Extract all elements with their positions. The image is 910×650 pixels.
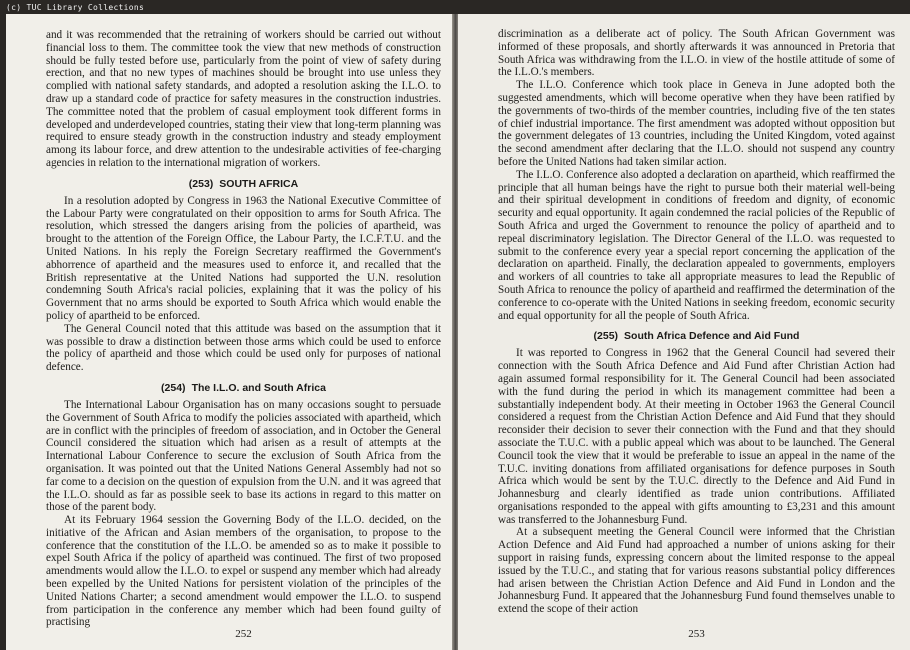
paragraph: The I.L.O. Conference which took place in Geneva in June adopted both the suggested amendments, which will become operative when they have been ratified by the governments of two-thirds of the member countries, including five of the ten states of chief industrial importance. The first amendment was adopted without opposition but the government delegates of 13 countries, including the United Kingdom, voted against the second amendment after declaring that the I.L.O. should not suspend any country before the United Nations had taken similar action. — [498, 79, 895, 168]
section-heading-253 — [46, 178, 441, 190]
paragraph: In a resolution adopted by Congress in 1963 the National Executive Committee of the Labour Party were congratulated on their opposition to arms for South Africa. The resolution, which stressed the dangers arising from the policies of apartheid, was brought to the attention of the Foreign Office, the Labour Party, the I.C.F.T.U. and the United Nations. In his reply the Foreign Secretary reaffirmed the Government's abhorrence of apartheid and the measures used to enforce it, and recalled that the British representative at the United Nations had supported the U.N. resolution condemning South Africa's racial policies, explaining that it was the policy of his Government that no arms should be exported to South Africa which would enable the policy of apartheid to be enforced. — [46, 194, 441, 322]
paragraph: At a subsequent meeting the General Council were informed that the Christian Action Defence and Aid Fund had approached a number of unions asking for their support in raising funds, expressing concern about the limited response to the appeal issued by the T.U.C., and stating that for various reasons substantial policy differences had arisen between the Christian Action Defence and Aid Fund in London and the Johannesburg Fund. It appeared that the Johannesburg Fund found themselves unable to extend the scope of their action — [498, 526, 895, 616]
page-number: 253 — [688, 628, 705, 640]
paragraph: The General Council noted that this attitude was based on the assumption that it was possible to draw a distinction between those arms which could be used to enforce the policy of apartheid and those which could be used only for purposes of national defence. — [46, 322, 441, 374]
watermark-text: (c) TUC Library Collections — [6, 3, 145, 12]
section-title: South Africa Defence and Aid Fund — [624, 330, 800, 343]
paragraph: discrimination as a deliberate act of policy. The South African Government was informed of these proposals, and shortly afterwards it was announced in Pretoria that South Africa was withdrawing from the I.L.O. in view of the hostile attitude of some of the I.L.O.'s members. — [498, 28, 895, 79]
section-number: (254) — [161, 381, 186, 394]
paragraph: The International Labour Organisation has on many occasions sought to persuade the Government of South Africa to modify the policies associated with apartheid, which are in conflict with the principles of freedom of association, and in October the General Council considered the situation which had arisen as a result of attempts at the International Labour Conference to secure the exclusion of South Africa from the organisation. It was pointed out that the United Nations General Assembly had not so far come to a decision on the question of expulsion from the U.N. and it was agreed that the I.L.O. should as far as possible seek to base its actions in regard to this matter on those of the parent body. — [46, 398, 441, 514]
paragraph: The I.L.O. Conference also adopted a declaration on apartheid, which reaffirmed the principle that all human beings have the right to pursue both their material well-being and their spiritual development in conditions of freedom and dignity, of economic security and equal opportunity. It again condemned the racial policies of the Republic of South Africa and urged the Government to renounce the policy of apartheid and to repeal discriminatory legislation. The Director General of the I.L.O. was requested to submit to the conference every year a special report concerning the application of the declaration on apartheid. Finally, the declaration appealed to governments, employers and workers of all countries to take all appropriate measures to lead the Republic of South Africa to renounce the policy of apartheid and reaffirmed the determination of the conference to co-operate with the United Nations in seeking freedom, economic security and equal opportunity for all the people of South Africa. — [498, 168, 895, 322]
section-title: The I.L.O. and South Africa — [191, 381, 326, 394]
left-page — [6, 14, 453, 650]
section-heading-255 — [498, 330, 895, 342]
section-title: SOUTH AFRICA — [219, 177, 299, 190]
page-number: 252 — [235, 628, 252, 640]
section-number: (255) — [593, 330, 619, 343]
paragraph: It was reported to Congress in 1962 that the General Council had severed their connection with the South Africa Defence and Aid Fund after Christian Action had again assumed formal responsibility for it. The General Council had been associated with the fund during the period in which its management committee had been a substantially independent body. At their meeting in October 1963 the General Council considered a request from the Christian Action Defence and Aid Fund that they should reconsider their decision to sever their connection with the Fund and that they should associate the T.U.C. with a public appeal which was about to be launched. The General Council took the view that it would be preferable to issue an appeal in the name of the T.U.C. inviting donations from affiliated organisations for defence purposes in South Africa which would be sent by the T.U.C. directly to the Defence and Aid Fund in Johannesburg and clearly identified as trade union contributions. Affiliated organisations responded to the appeal with gifts amounting to £3,231 and this amount was transferred to the Johannesburg Fund. — [498, 347, 895, 526]
section-heading-254 — [46, 382, 441, 394]
section-number: (253) — [188, 177, 214, 190]
paragraph: At its February 1964 session the Governing Body of the I.L.O. decided, on the initiative of the African and Asian members of the organisation, to propose to the conference that the constitution of the I.L.O. be amended so as to make it possible to expel South Africa if the policy of apartheid was continued. The first of two proposed amendments would allow the I.L.O. to expel or suspend any member which had already been expelled by the United Nations for persistent violation of the principles of the United Nations Charter; a second amendment would empower the I.L.O. to suspend from participation in the conference any member which had been found guilty of practising — [46, 514, 441, 629]
right-page — [458, 14, 910, 650]
paragraph: and it was recommended that the retraining of workers should be carried out without financial loss to them. The committee took the view that new methods of construction should be fully tested before use, particularly from the point of view of safety during erection, and that no new types of machines should be brought into use unless they complied with national safety standards, and adopted a resolution asking the I.L.O. to draw up a standard code of practice for safety measures in the construction industries. The committee noted that the problem of casual employment took different forms in developed and underdeveloped countries, stating their view that long-term planning was required to ensure steady growth in the construction industry and steady employment among its labour force, and drew attention to the undesirable activities of fee-charging agencies in relation to the international migration of workers. — [46, 29, 441, 169]
